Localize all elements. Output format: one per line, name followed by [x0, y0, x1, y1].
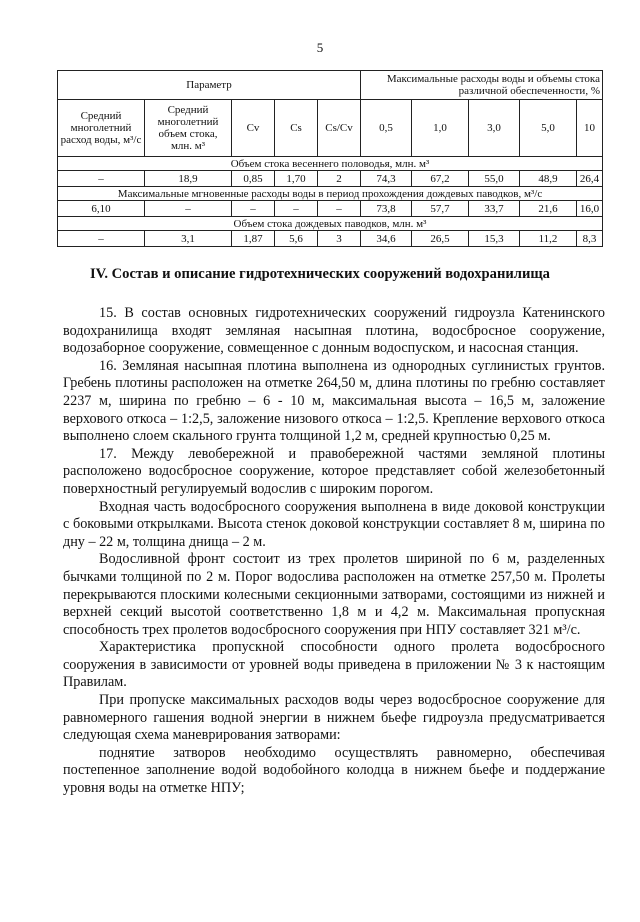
table-cell: 11,2	[520, 231, 577, 247]
column-header: 3,0	[469, 100, 520, 157]
column-header: 10	[577, 100, 603, 157]
table-cell: –	[318, 201, 361, 217]
table-cell: 48,9	[520, 171, 577, 187]
table-cell: –	[145, 201, 232, 217]
paragraph: 17. Между левобережной и правобережной частями земляной плотины расположено водосбросное сооружение, которое представляет собой железобетонный поверхностный регулируемый водослив с широким порогом.	[63, 445, 605, 497]
column-header: 1,0	[412, 100, 469, 157]
table-cell: 18,9	[145, 171, 232, 187]
table-cell: 21,6	[520, 201, 577, 217]
table-cell: 1,70	[275, 171, 318, 187]
table-cell: 55,0	[469, 171, 520, 187]
table-cell: 26,5	[412, 231, 469, 247]
table-section-title: Объем стока весеннего половодья, млн. м³	[58, 157, 603, 171]
table-section-title: Максимальные мгновенные расходы воды в период прохождения дождевых паводков, м³/с	[58, 187, 603, 201]
table-cell: 8,3	[577, 231, 603, 247]
paragraph: Характеристика пропускной способности одного пролета водосбросного сооружения в зависимости от уровней воды приведена в приложении № 3 к настоящим Правилам.	[63, 639, 605, 691]
column-header: 0,5	[361, 100, 412, 157]
column-header: Cv	[232, 100, 275, 157]
table-cell: 33,7	[469, 201, 520, 217]
column-header: Средний многолетний расход воды, м³/с	[58, 100, 145, 157]
section-heading: IV. Состав и описание гидротехнических сооружений водохранилища	[90, 266, 550, 282]
body-text	[63, 305, 605, 798]
table-section-title: Объем стока дождевых паводков, млн. м³	[58, 217, 603, 231]
paragraph: 15. В состав основных гидротехнических сооружений гидроузла Катенинского водохранилища входят земляная насыпная плотина, водосбросное сооружение, водозаборное сооружение, совмещенное с донным водоспуском, и насосная станция.	[63, 305, 605, 357]
table-cell: 73,8	[361, 201, 412, 217]
table-cell: 3,1	[145, 231, 232, 247]
table-cell: 34,6	[361, 231, 412, 247]
table-cell: 6,10	[58, 201, 145, 217]
table-cell: –	[275, 201, 318, 217]
table-cell: 74,3	[361, 171, 412, 187]
paragraph: поднятие затворов необходимо осуществлять равномерно, обеспечивая постепенное заполнение водой водобойного колодца в нижнем бьефе и поддержание уровня воды на отметке НПУ;	[63, 744, 605, 797]
parameters-table	[57, 70, 603, 247]
table-cell: 3	[318, 231, 361, 247]
header-max-flow: Максимальные расходы воды и объемы стока различной обеспеченности, %	[361, 71, 603, 100]
column-header: Средний многолетний объем стока, млн. м³	[145, 100, 232, 157]
table-cell: 57,7	[412, 201, 469, 217]
table-cell: –	[58, 171, 145, 187]
column-header: 5,0	[520, 100, 577, 157]
page-number: 5	[316, 40, 324, 55]
table-cell: 67,2	[412, 171, 469, 187]
table-cell: 26,4	[577, 171, 603, 187]
table-cell: –	[232, 201, 275, 217]
table-cell: 5,6	[275, 231, 318, 247]
table-cell: 0,85	[232, 171, 275, 187]
table-cell: 16,0	[577, 201, 603, 217]
table-cell: 15,3	[469, 231, 520, 247]
paragraph: Водосливной фронт состоит из трех пролетов шириной по 6 м, разделенных бычками толщиной по 2 м. Порог водослива расположен на отметке 257,50 м. Пролеты перекрываются плоскими колесными секционными затворами, состоящими из нижней и верхней секций высотой соответственно 1,8 м и 4,2 м. Максимальная пропускная способность трех пролетов водосбросного сооружения при НПУ составляет 321 м³/с.	[63, 551, 605, 638]
header-parameter: Параметр	[58, 71, 361, 100]
paragraph: Входная часть водосбросного сооружения выполнена в виде доковой конструкции с боковыми открылками. Высота стенок доковой конструкции составляет 8 м, ширина по дну – 22 м, толщина днища – 2 м.	[63, 498, 605, 550]
paragraph: При пропуске максимальных расходов воды через водосбросное сооружение для равномерного гашения водной энергии в нижнем бьефе гидроузла предусматривается следующая схема маневрирования затворами:	[63, 692, 605, 744]
table-cell: 2	[318, 171, 361, 187]
table-cell: –	[58, 231, 145, 247]
table-cell: 1,87	[232, 231, 275, 247]
column-header: Cs	[275, 100, 318, 157]
column-header: Cs/Cv	[318, 100, 361, 157]
paragraph: 16. Земляная насыпная плотина выполнена из однородных суглинистых грунтов. Гребень плотины расположен на отметке 264,50 м, длина плотины по гребню составляет 2237 м, ширина по гребню – 6 - 10 м, максимальная высота – 16,5 м, заложение верхового откоса – 1:2,5, заложение низового откоса – 1:2,5. Крепление верхового откоса выполнено слоем скального грунта толщиной 1,2 м, средней крупностью 0,25 м.	[63, 357, 605, 445]
